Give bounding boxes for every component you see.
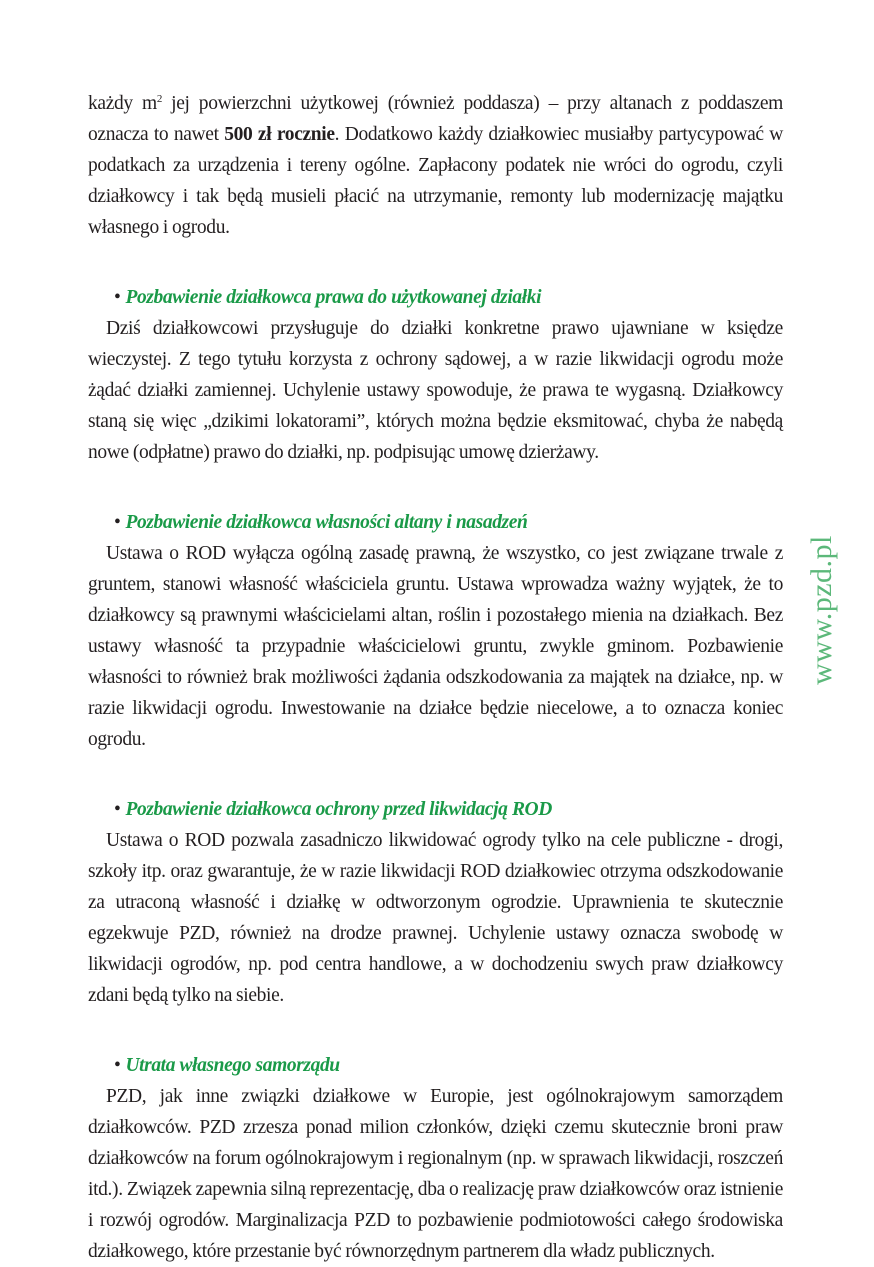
intro-paragraph: [88, 88, 783, 243]
section-heading: [88, 507, 783, 538]
section-ochrona: [88, 794, 783, 1011]
superscript: 2: [156, 93, 162, 105]
section-wlasnosc: [88, 507, 783, 755]
side-url-link[interactable]: www.pzd.pl: [805, 535, 838, 685]
section-body: Ustawa o ROD wyłącza ogólną zasadę prawną, że wszystko, co jest związane trwale z gruntem, stanowi własność właściciela gruntu. Ustawa wprowadza ważny wyjątek, że to działkowcy są prawnymi właścicielami altan, roślin i pozostałego mienia na działkach. Bez ustawy własność ta przypadnie właścicielowi gruntu, zwykle gminom. Pozbawienie własności to również brak możliwości żądania odszkodowania za majątek na działce, np. w razie likwidacji ogrodu. Inwestowanie na działce będzie niecelowe, a to oznacza koniec ogrodu.: [88, 543, 783, 750]
bullet-icon: •: [114, 1055, 121, 1076]
document-page: [88, 88, 783, 1267]
section-prawo: [88, 282, 783, 468]
heading-text: Pozbawienie działkowca ochrony przed likwidacją ROD: [125, 799, 552, 820]
section-body: PZD, jak inne związki działkowe w Europie, jest ogólnokrajowym samorządem działkowców. PZD zrzesza ponad milion członków, dzięki czemu skutecznie broni praw działkowców na forum ogólnokrajowym i regionalnym (np. w sprawach likwidacji, roszczeń itd.). Związek zapewnia silną reprezentację, dba o realizację praw działkowców oraz istnienie i rozwój ogrodów. Marginalizacja PZD to pozbawienie podmiotowości całego środowiska działkowego, które przestanie być równorzędnym partnerem dla władz publicznych.: [88, 1086, 783, 1262]
intro-bold-amount: 500 zł rocznie: [224, 124, 335, 145]
section-body: Dziś działkowcowi przysługuje do działki konkretne prawo ujawniane w księdze wieczystej. Z tego tytułu korzysta z ochrony sądowej, a w razie likwidacji ogrodu może żądać działki zamiennej. Uchylenie ustawy spowoduje, że prawa te wygasną. Działkowcy staną się więc „dzikimi lokatorami”, których można będzie eksmitować, chyba że nabędą nowe (odpłatne) prawo do działki, np. podpisując umowę dzierżawy.: [88, 318, 783, 463]
heading-text: Pozbawienie działkowca prawa do użytkowanej działki: [125, 287, 542, 308]
section-heading: [88, 794, 783, 825]
section-samorzad: [88, 1050, 783, 1267]
bullet-icon: •: [114, 799, 121, 820]
bullet-icon: •: [114, 512, 121, 533]
intro-text-2: jej powierzchni użytkowej (również poddasza) – przy altanach z poddaszem oznacza to nawet: [88, 93, 784, 145]
section-heading: [88, 1050, 783, 1081]
heading-text: Pozbawienie działkowca własności altany i nasadzeń: [125, 512, 528, 533]
section-heading: [88, 282, 783, 313]
bullet-icon: •: [114, 287, 121, 308]
section-body: Ustawa o ROD pozwala zasadniczo likwidować ogrody tylko na cele publiczne - drogi, szkoły itp. oraz gwarantuje, że w razie likwidacji ROD działkowiec otrzyma odszkodowanie za utraconą własność i działkę w odtworzonym ogrodzie. Uprawnienia te skutecznie egzekwuje PZD, również na drodze prawnej. Uchylenie ustawy oznacza swobodę w likwidacji ogrodów, np. pod centra handlowe, a w dochodzeniu swych praw działkowcy zdani będą tylko na siebie.: [88, 830, 783, 1006]
intro-text-3: . Dodatkowo każdy działkowiec musiałby partycypować w podatkach za urządzenia i tereny ogólne. Zapłacony podatek nie wróci do ogrodu, czyli działkowcy i tak będą musieli płacić na utrzymanie, remonty lub modernizację majątku własnego i ogrodu.: [88, 124, 783, 238]
intro-text-1: każdy m: [88, 93, 157, 114]
heading-text: Utrata własnego samorządu: [125, 1055, 340, 1076]
